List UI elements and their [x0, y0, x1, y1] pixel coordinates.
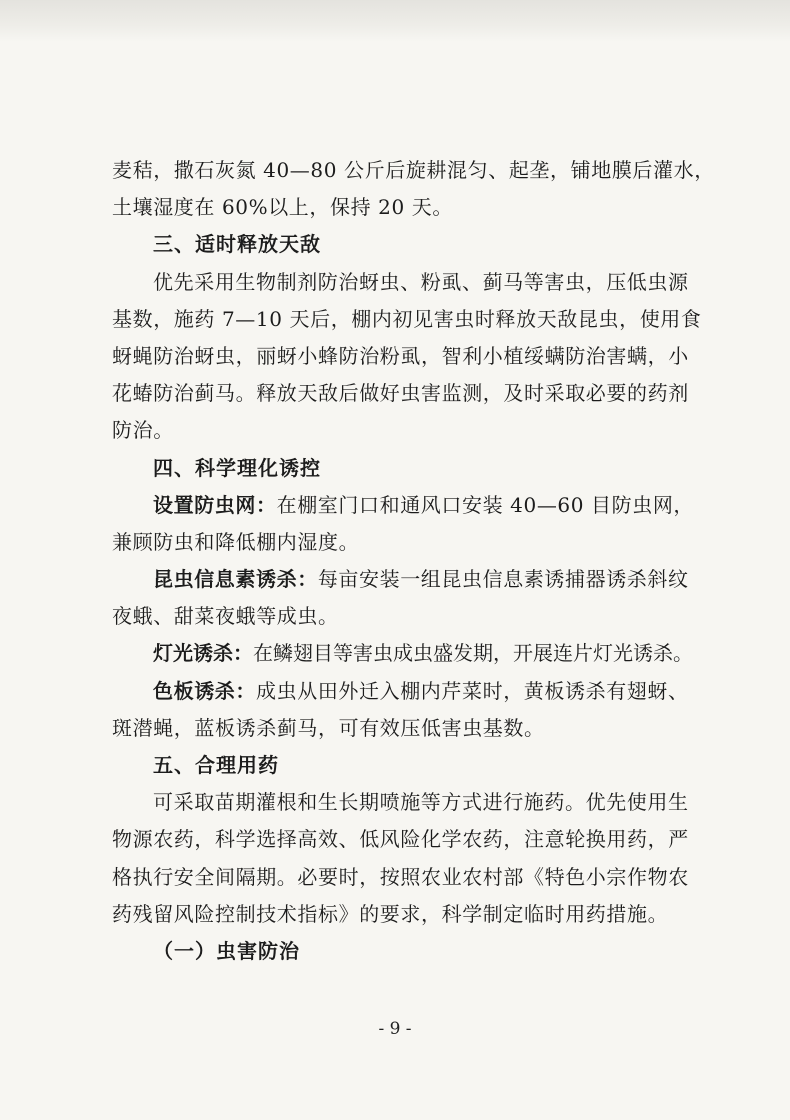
paragraph-line	[112, 561, 692, 598]
paragraph-line: 麦秸，撒石灰氮 40—80 公斤后旋耕混匀、起垄，铺地膜后灌水，	[112, 158, 715, 182]
paragraph-line: 药残留风险控制技术指标》的要求，科学制定临时用药措施。	[112, 901, 669, 926]
paragraph-line: 优先采用生物制剂防治蚜虫、粉虱、蓟马等害虫，压低虫源	[153, 269, 689, 294]
paragraph-line: 防治。	[112, 418, 174, 443]
term-label: 灯光诱杀：	[153, 641, 253, 666]
page-number: - 9 -	[378, 1019, 412, 1039]
subsection-heading: （一）虫害防治	[153, 938, 300, 963]
paragraph-line: 夜蛾、甜菜夜蛾等成虫。	[112, 604, 339, 629]
term-label: 昆虫信息素诱杀：	[153, 567, 318, 592]
paragraph-line: 可采取苗期灌根和生长期喷施等方式进行施药。优先使用生	[153, 790, 689, 815]
term-text: 在鳞翅目等害虫成虫盛发期，开展连片灯光诱杀。	[253, 641, 693, 666]
paragraph-line: 斑潜蝇，蓝板诱杀蓟马，可有效压低害虫基数。	[112, 715, 545, 740]
term-text: 在棚室门口和通风口安装 40—60 目防虫网，	[276, 492, 695, 517]
paragraph-line: 基数，施药 7—10 天后，棚内初见害虫时释放天敌昆虫，使用食	[112, 306, 702, 331]
term-label: 设置防虫网：	[153, 492, 277, 517]
term-text: 成虫从田外迁入棚内芹菜时，黄板诱杀有翅蚜、	[256, 678, 689, 703]
section-heading: 四、科学理化诱控	[153, 455, 321, 480]
paragraph-line: 花蝽防治蓟马。释放天敌后做好虫害监测，及时采取必要的药剂	[112, 381, 689, 406]
paragraph-line: 物源农药，科学选择高效、低风险化学农药，注意轮换用药，严	[112, 827, 689, 852]
term-label: 色板诱杀：	[153, 678, 256, 703]
paragraph-line: 兼顾防虫和降低棚内湿度。	[112, 529, 360, 554]
section-heading: 五、合理用药	[153, 753, 279, 777]
paragraph-line: 蚜蝇防治蚜虫，丽蚜小蜂防治粉虱，智利小植绥螨防治害螨，小	[112, 343, 689, 368]
document-body	[112, 152, 715, 970]
paragraph-line: 土壤湿度在 60%以上，保持 20 天。	[112, 195, 453, 220]
section-heading: 三、适时释放天敌	[153, 232, 321, 257]
term-text: 每亩安装一组昆虫信息素诱捕器诱杀斜纹	[317, 567, 689, 592]
scan-top-strip	[0, 0, 790, 42]
paragraph-line	[112, 635, 692, 672]
paragraph-line	[112, 673, 692, 710]
paragraph-line	[112, 487, 695, 524]
paragraph-line: 格执行安全间隔期。必要时，按照农业农村部《特色小宗作物农	[112, 864, 689, 889]
